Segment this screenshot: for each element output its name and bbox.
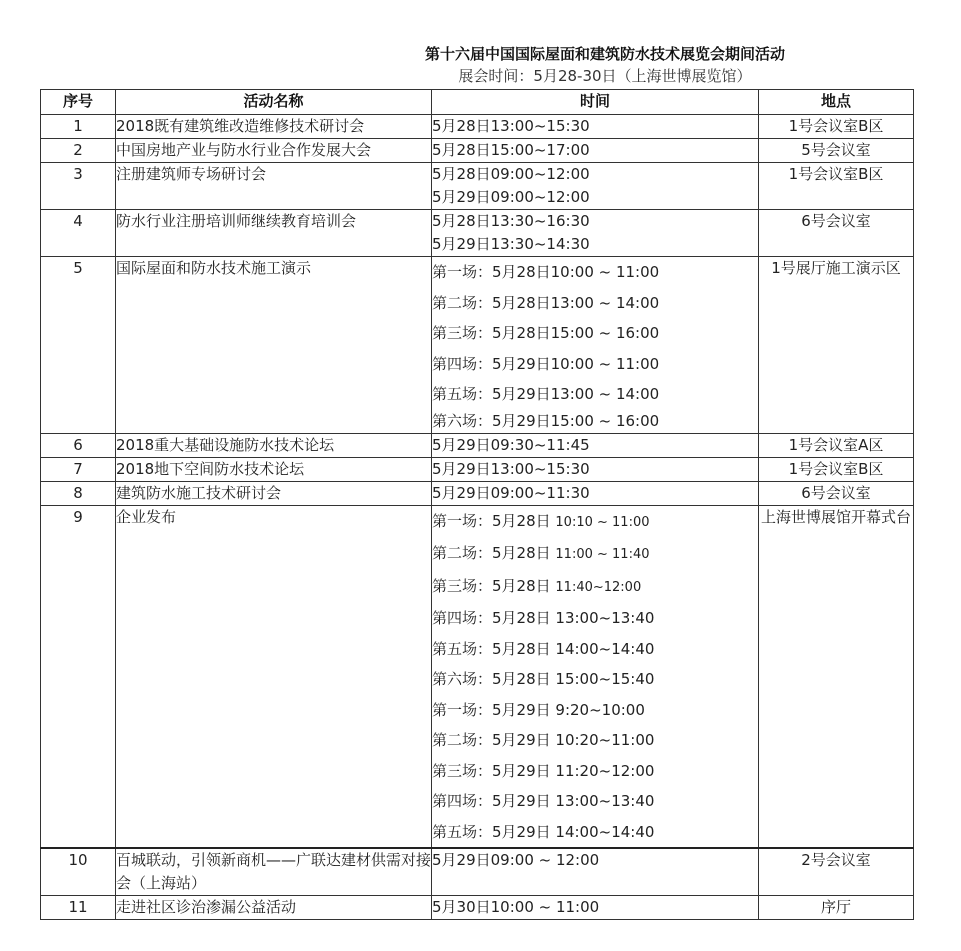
row-time [432,210,759,257]
session-range: 10:20~11:00 [555,731,655,749]
page-title: 第十六届中国国际屋面和建筑防水技术展览会期间活动 [424,45,785,63]
table-row [41,896,914,920]
row-activity-name: 中国房地产业与防水行业合作发展大会 [116,139,432,163]
time-line: 5月29日09:00 ~ 12:00 [432,851,600,869]
time-line: 第五场：5月29日13:00 ~ 14:00 [432,385,660,403]
session-range: 11:00 ~ 11:40 [555,547,650,562]
row-no: 6 [41,433,116,457]
table-row [41,848,914,896]
row-activity-name: 企业发布 [116,505,432,848]
table-row [41,257,914,434]
session-label: 第三场：5月28日 [432,576,556,595]
row-activity-name: 建筑防水施工技术研讨会 [116,481,432,505]
time-line [432,603,758,634]
row-no: 3 [41,163,116,210]
session-range: 14:00~14:40 [555,639,655,658]
time-line [432,634,758,665]
row-location: 1号会议室B区 [759,163,914,210]
row-no: 5 [41,257,116,434]
time-line [432,786,758,817]
row-location: 1号会议室B区 [759,115,914,139]
row-location: 上海世博展馆开幕式台 [759,505,914,848]
time-line: 第一场：5月28日10:00 ~ 11:00 [432,263,660,281]
table-row [41,481,914,505]
page-subtitle: 展会时间：5月28-30日（上海世博展览馆） [458,67,752,85]
time-line: 第六场：5月29日15:00 ~ 16:00 [432,411,660,430]
row-time [432,457,759,481]
time-line: 5月28日15:00~17:00 [432,141,590,159]
time-line [432,756,758,787]
row-time [432,139,759,163]
session-range: 10:10 ~ 11:00 [555,514,650,530]
session-label: 第六场：5月28日 [432,670,556,688]
header-time: 时间 [432,90,759,115]
table-row [41,115,914,139]
header-activity-name: 活动名称 [116,90,432,115]
session-label: 第四场：5月29日 [432,792,556,810]
row-time [432,505,759,848]
row-location: 2号会议室 [759,848,914,896]
row-no: 1 [41,115,116,139]
row-activity-name: 走进社区诊治渗漏公益活动 [116,896,432,920]
row-activity-name: 百城联动，引领新商机——广联达建材供需对接会（上海站） [116,848,432,896]
time-line: 5月30日10:00 ~ 11:00 [432,898,600,916]
row-location: 1号会议室A区 [759,433,914,457]
session-label: 第二场：5月29日 [432,731,556,749]
table-row [41,163,914,210]
session-label: 第五场：5月29日 [432,822,556,841]
session-range: 14:00~14:40 [555,822,655,841]
row-time [432,848,759,896]
row-location: 1号会议室B区 [759,457,914,481]
session-label: 第三场：5月29日 [432,761,556,780]
row-no: 10 [41,848,116,896]
session-range: 11:20~12:00 [555,761,655,780]
row-activity-name: 2018既有建筑维改造维修技术研讨会 [116,115,432,139]
row-location: 6号会议室 [759,481,914,505]
row-no: 11 [41,896,116,920]
table-row [41,505,914,848]
session-range: 9:20~10:00 [555,700,645,719]
row-no: 4 [41,210,116,257]
session-label: 第二场：5月28日 [432,544,556,562]
table-header-row [41,90,914,115]
row-activity-name: 国际屋面和防水技术施工演示 [116,257,432,434]
activity-table [40,89,914,920]
session-label: 第一场：5月29日 [432,700,556,719]
time-line [432,506,758,539]
time-line: 5月29日13:30~14:30 [432,235,590,253]
row-time [432,257,759,434]
row-no: 8 [41,481,116,505]
time-line: 5月29日09:00~12:00 [432,188,590,206]
time-line [432,725,758,756]
session-range: 13:00~13:40 [555,609,655,627]
row-activity-name: 防水行业注册培训师继续教育培训会 [116,210,432,257]
row-activity-name: 2018重大基础设施防水技术论坛 [116,433,432,457]
time-line: 第三场：5月28日15:00 ~ 16:00 [432,324,660,342]
header-location: 地点 [759,90,914,115]
time-line: 5月28日13:00~15:30 [432,117,590,135]
row-location: 6号会议室 [759,210,914,257]
row-location: 5号会议室 [759,139,914,163]
row-activity-name: 注册建筑师专场研讨会 [116,163,432,210]
row-time [432,896,759,920]
table-row [41,433,914,457]
session-range: 13:00~13:40 [555,792,655,810]
row-no: 2 [41,139,116,163]
time-line: 第四场：5月29日10:00 ~ 11:00 [432,354,660,373]
time-line: 5月29日09:00~11:30 [432,483,590,502]
time-line [432,538,758,571]
time-line [432,695,758,726]
row-location: 1号展厅施工演示区 [759,257,914,434]
session-label: 第四场：5月28日 [432,609,556,627]
time-line: 第二场：5月28日13:00 ~ 14:00 [432,293,660,312]
row-no: 7 [41,457,116,481]
time-line: 5月28日09:00~12:00 [432,165,590,183]
time-line [432,571,758,604]
time-line: 5月29日09:30~11:45 [432,435,590,454]
row-time [432,481,759,505]
row-no: 9 [41,505,116,848]
session-label: 第五场：5月28日 [432,639,556,658]
row-location: 序厅 [759,896,914,920]
row-time [432,163,759,210]
session-range: 15:00~15:40 [555,670,655,688]
header-no: 序号 [41,90,116,115]
row-time [432,433,759,457]
time-line: 5月29日13:00~15:30 [432,459,590,478]
session-label: 第一场：5月28日 [432,511,556,530]
time-line [432,817,758,848]
time-line: 5月28日13:30~16:30 [432,212,590,230]
row-time [432,115,759,139]
session-range: 11:40~12:00 [555,579,642,595]
row-activity-name: 2018地下空间防水技术论坛 [116,457,432,481]
table-row [41,139,914,163]
table-row [41,210,914,257]
table-row [41,457,914,481]
time-line [432,664,758,695]
